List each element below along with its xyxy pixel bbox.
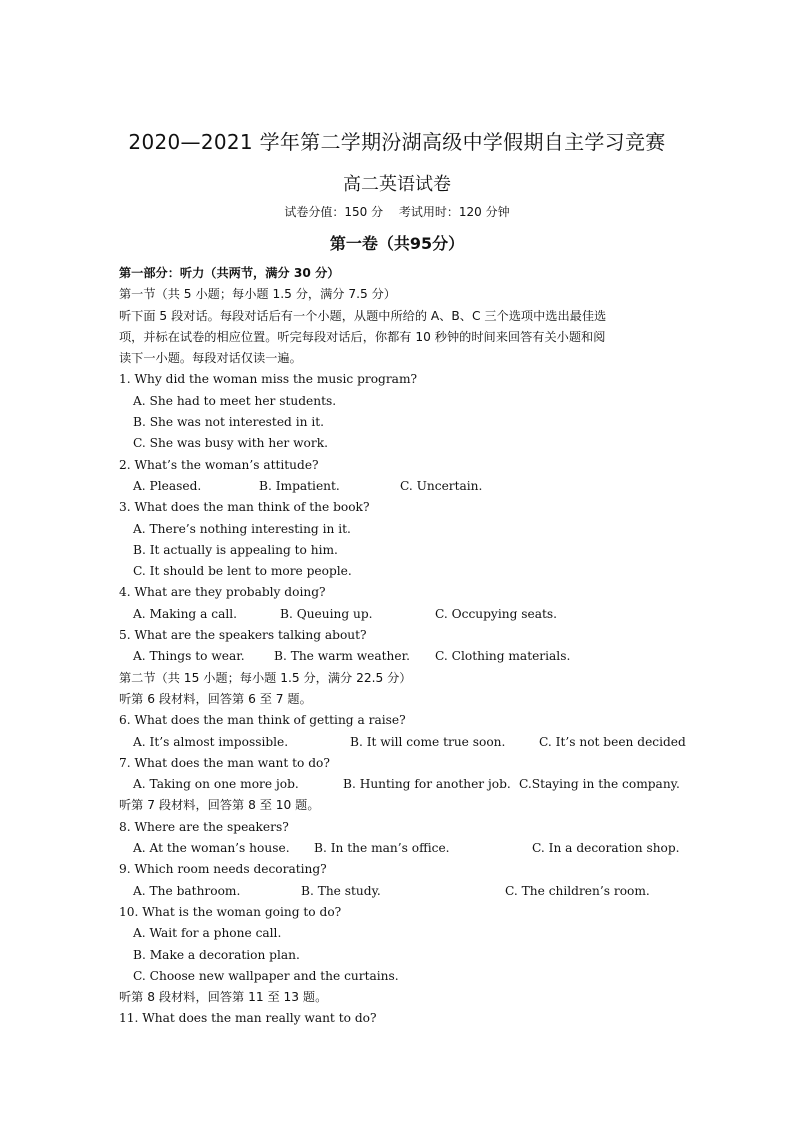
score-info: 试卷分值：150 分: [284, 205, 384, 219]
q9-options: [119, 881, 679, 902]
exam-title: 2020—2021 学年第二学期汾湖高级中学假期自主学习竞赛: [128, 130, 666, 154]
q1-option-b: B. She was not interested in it.: [133, 415, 325, 430]
section1-heading: 第一节（共 5 小题；每小题 1.5 分，满分 7.5 分）: [119, 287, 396, 302]
instruction-line: 读下一小题。每段对话仅读一遍。: [119, 351, 302, 366]
q10-option-a: A. Wait for a phone call.: [133, 926, 282, 941]
question-3: 3. What does the man think of the book?: [119, 500, 370, 515]
q2-option-b: B. Impatient.: [259, 478, 340, 493]
q4-option-b: B. Queuing up.: [280, 606, 373, 621]
exam-content: [119, 263, 686, 1030]
question-1: 1. Why did the woman miss the music program?: [119, 372, 418, 387]
question-11: 11. What does the man really want to do?: [119, 1011, 377, 1026]
q7-option-c: C.Staying in the company.: [519, 777, 680, 792]
q5-option-c: C. Clothing materials.: [435, 649, 571, 664]
q10-option-c: C. Choose new wallpaper and the curtains.: [133, 968, 399, 983]
instruction-line: 项，并标在试卷的相应位置。听完每段对话后，你都有 10 秒钟的时间来回答有关小题和阅: [119, 329, 606, 344]
q2-options: [119, 476, 679, 497]
q5-options: [119, 646, 679, 667]
q8-option-a: A. At the woman’s house.: [133, 841, 290, 856]
section1-instructions: [119, 306, 679, 370]
q8-options: [119, 838, 679, 859]
q7-option-a: A. Taking on one more job.: [133, 777, 299, 792]
question-6: 6. What does the man think of getting a raise?: [119, 713, 406, 728]
material-6-note: 听第 6 段材料，回答第 6 至 7 题。: [119, 691, 312, 706]
question-5: 5. What are the speakers talking about?: [119, 628, 367, 643]
time-info: 考试用时：120 分钟: [398, 205, 510, 219]
q9-option-a: A. The bathroom.: [133, 883, 241, 898]
q2-option-a: A. Pleased.: [133, 478, 202, 493]
q4-options: [119, 604, 679, 625]
q3-option-a: A. There’s nothing interesting in it.: [133, 521, 351, 536]
q4-option-c: C. Occupying seats.: [435, 606, 557, 621]
q6-option-c: C. It’s not been decided: [539, 734, 686, 749]
q5-option-a: A. Things to wear.: [133, 649, 245, 664]
section2-heading: 第二节（共 15 小题；每小题 1.5 分，满分 22.5 分）: [119, 670, 412, 685]
q3-option-c: C. It should be lent to more people.: [133, 564, 352, 579]
material-7-note: 听第 7 段材料，回答第 8 至 10 题。: [119, 798, 320, 813]
q7-option-b: B. Hunting for another job.: [343, 777, 511, 792]
q3-option-b: B. It actually is appealing to him.: [133, 542, 338, 557]
question-10: 10. What is the woman going to do?: [119, 904, 342, 919]
volume-heading: 第一卷（共95分）: [329, 234, 465, 253]
q6-option-a: A. It’s almost impossible.: [133, 734, 289, 749]
q1-option-a: A. She had to meet her students.: [133, 393, 337, 408]
q6-option-b: B. It will come true soon.: [350, 734, 506, 749]
exam-subtitle: 高二英语试卷: [343, 174, 451, 195]
material-8-note: 听第 8 段材料，回答第 11 至 13 题。: [119, 990, 328, 1005]
q9-option-c: C. The children’s room.: [505, 883, 650, 898]
question-2: 2. What’s the woman’s attitude?: [119, 457, 319, 472]
q1-option-c: C. She was busy with her work.: [133, 436, 328, 451]
q9-option-b: B. The study.: [301, 883, 381, 898]
q7-options: [119, 774, 679, 795]
q6-options: [119, 732, 686, 753]
question-7: 7. What does the man want to do?: [119, 755, 330, 770]
question-8: 8. Where are the speakers?: [119, 819, 289, 834]
q4-option-a: A. Making a call.: [133, 606, 238, 621]
instruction-line: 听下面 5 段对话。每段对话后有一个小题，从题中所给的 A、B、C 三个选项中选出最佳选: [119, 308, 607, 323]
q8-option-c: C. In a decoration shop.: [532, 841, 680, 856]
question-4: 4. What are they probably doing?: [119, 585, 326, 600]
q10-option-b: B. Make a decoration plan.: [133, 947, 300, 962]
question-9: 9. Which room needs decorating?: [119, 862, 327, 877]
q5-option-b: B. The warm weather.: [274, 649, 410, 664]
q2-option-c: C. Uncertain.: [400, 478, 483, 493]
part1-heading: 第一部分：听力（共两节，满分 30 分）: [119, 266, 340, 280]
q8-option-b: B. In the man’s office.: [314, 841, 450, 856]
exam-info: [0, 203, 794, 220]
